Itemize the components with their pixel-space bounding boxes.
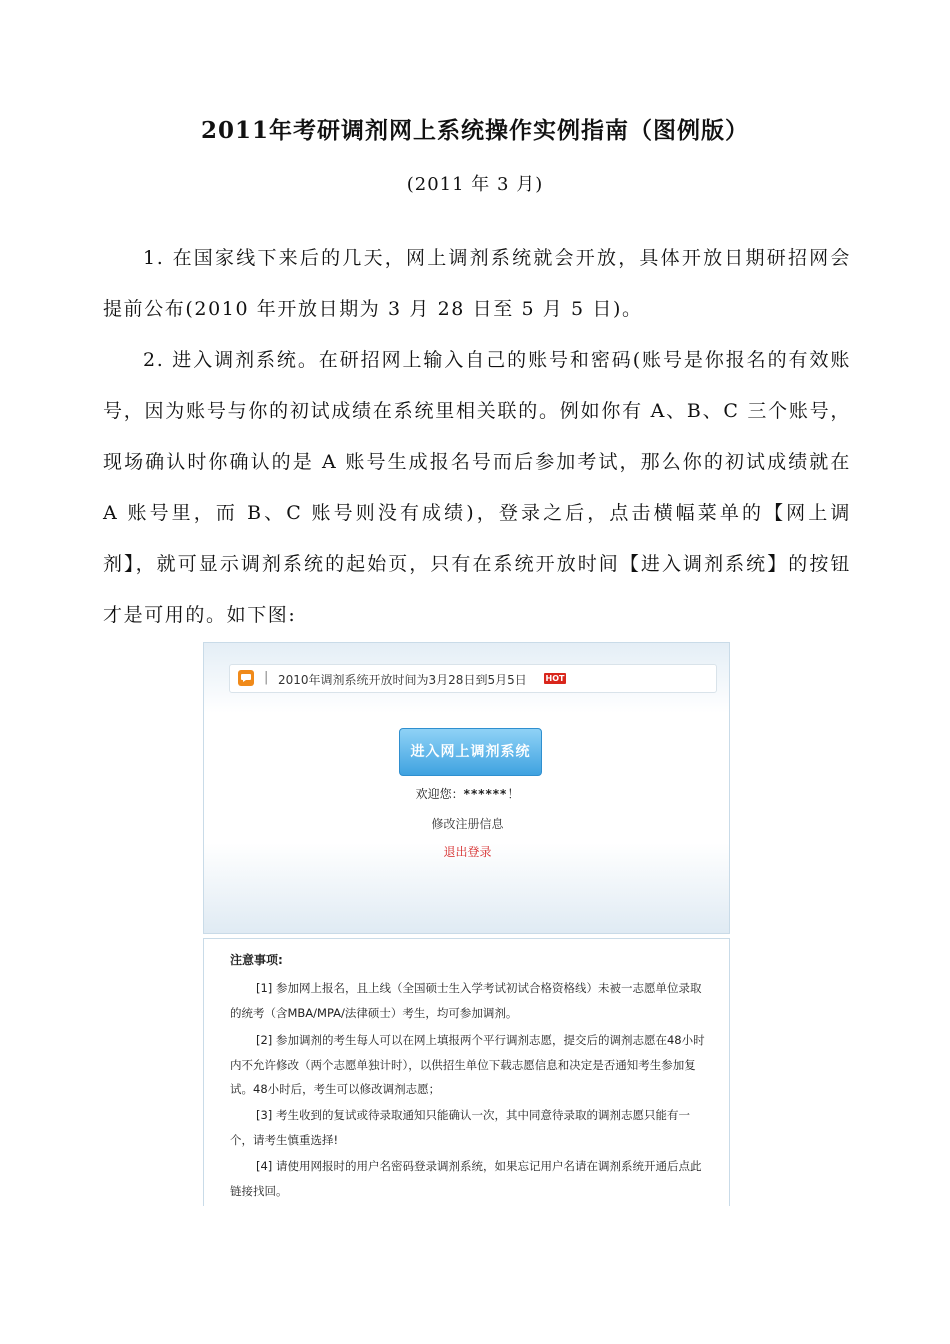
chat-bubble-icon: [238, 670, 254, 686]
notice-separator: |: [264, 670, 269, 685]
notes-panel: [203, 938, 730, 1206]
welcome-prefix: 欢迎您：: [415, 787, 464, 801]
note-item: [2] 参加调剂的考生每人可以在网上填报两个平行调剂志愿，提交后的调剂志愿在48小时内不允许修改（两个志愿单独计时），以供招生单位下载志愿信息和决定是否通知考生参加复试。48小时后，考生可以修改调剂志愿；: [230, 1033, 705, 1096]
note-item: [1] 参加网上报名，且上线（全国硕士生入学考试初试合格资格线）未被一志愿单位录取的统考（含MBA/MPA/法律硕士）考生，均可参加调剂。: [230, 981, 702, 1020]
note-item[interactable]: [4] 请使用网报时的用户名密码登录调剂系统，如果忘记用户名请在调剂系统开通后点此链接找回。: [230, 1159, 702, 1198]
notice-bar: [229, 664, 717, 693]
modify-registration-link[interactable]: 修改注册信息: [431, 817, 504, 831]
logout-link[interactable]: 退出登录: [443, 845, 492, 859]
system-start-panel: [203, 642, 730, 934]
paragraph-2: 2. 进入调剂系统。在研招网上输入自己的账号和密码(账号是你报名的有效账号，因为账号与你的初试成绩在系统里相关联的。例如你有 A、B、C 三个账号，现场确认时你确认的是 A 账号生成报名号而后参加考试，那么你的初试成绩就在 A 账号里，而 B、C 账号则没有成绩)，登录之后，点击横幅菜单的【网上调剂】，就可显示调剂系统的起始页，只有在系统开放时间【进入调剂系统】的按钮才是可用的。如下图:: [103, 349, 851, 626]
notice-text[interactable]: 2010年调剂系统开放时间为3月28日到5月5日: [278, 673, 527, 687]
hot-badge: HOT: [545, 674, 565, 683]
embedded-screenshot: [203, 642, 730, 1206]
paragraph-1: 1. 在国家线下来后的几天，网上调剂系统就会开放，具体开放日期研招网会提前公布(2010 年开放日期为 3 月 28 日至 5 月 5 日)。: [103, 247, 851, 320]
document-title: 2011年考研调剂网上系统操作实例指南（图例版）: [200, 117, 749, 144]
enter-adjustment-system-button[interactable]: 进入网上调剂系统: [399, 728, 542, 776]
welcome-suffix: ！: [507, 787, 520, 801]
notes-title: 注意事项:: [230, 953, 283, 967]
welcome-user: ******: [463, 787, 508, 801]
document-date: (2011 年 3 月): [406, 174, 544, 195]
note-item: [3] 考生收到的复试或待录取通知只能确认一次，其中同意待录取的调剂志愿只能有一个，请考生慎重选择!: [230, 1108, 690, 1147]
welcome-message: [204, 785, 730, 802]
